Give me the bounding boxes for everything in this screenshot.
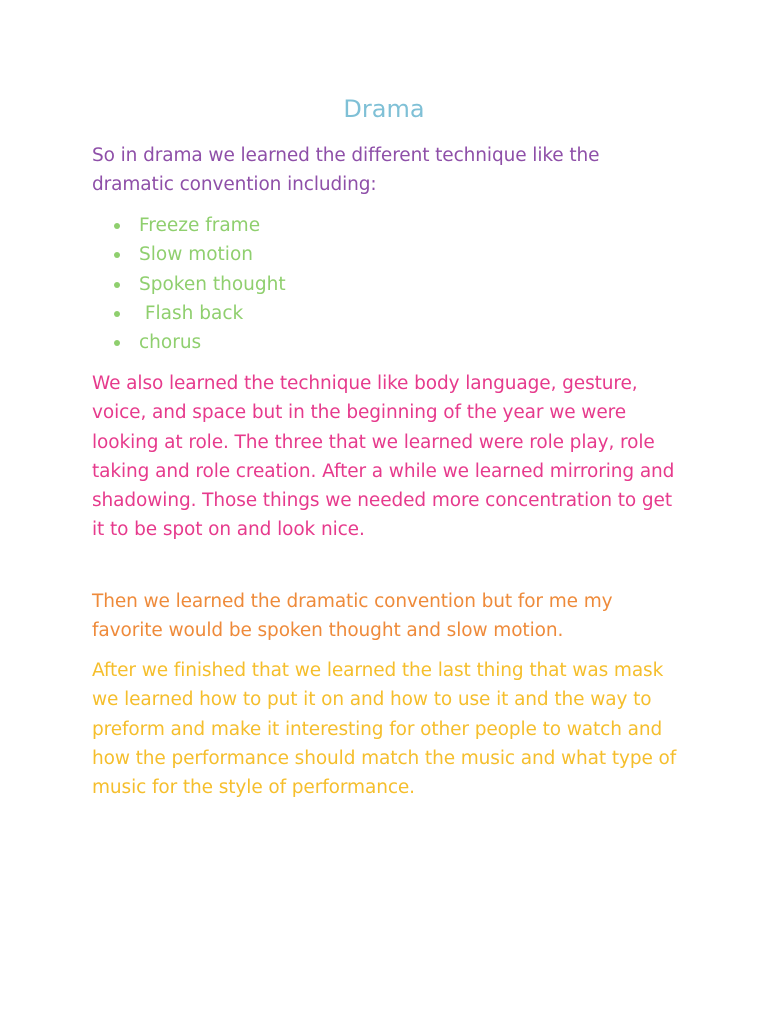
list-item bbox=[112, 299, 286, 328]
list-item bbox=[112, 211, 286, 240]
technique-paragraph: We also learned the technique like body language, gesture, voice, and space but in the beginning of the year we were looking at role. The three that we learned were role play, role taking and role creation. After a while we learned mirroring and shadowing. Those things we needed more concentration to get it to be spot on and look nice. bbox=[92, 373, 675, 541]
bullet-icon bbox=[114, 340, 120, 346]
list-item bbox=[112, 270, 286, 299]
list-item-text: Slow motion bbox=[139, 244, 253, 266]
conventions-list bbox=[112, 211, 286, 357]
favorite-paragraph: Then we learned the dramatic convention but for me my favorite would be spoken thought and slow motion. bbox=[92, 591, 613, 642]
intro-paragraph: So in drama we learned the different technique like the dramatic convention including: bbox=[92, 145, 600, 196]
list-item bbox=[112, 240, 286, 269]
page-title: Drama bbox=[343, 95, 425, 123]
bullet-icon bbox=[114, 223, 120, 229]
bullet-icon bbox=[114, 252, 120, 258]
list-item bbox=[112, 328, 286, 357]
bullet-icon bbox=[114, 282, 120, 288]
mask-paragraph: After we finished that we learned the last thing that was mask we learned how to put it on and how to use it and the way to preform and make it interesting for other people to watch and how the performance should match the music and what type of music for the style of performance. bbox=[92, 660, 677, 799]
list-item-text: Freeze frame bbox=[139, 215, 261, 236]
bullet-icon bbox=[114, 311, 120, 317]
list-item-text: Spoken thought bbox=[139, 273, 286, 295]
list-item-text: chorus bbox=[139, 332, 202, 354]
list-item-text: Flash back bbox=[139, 302, 244, 324]
